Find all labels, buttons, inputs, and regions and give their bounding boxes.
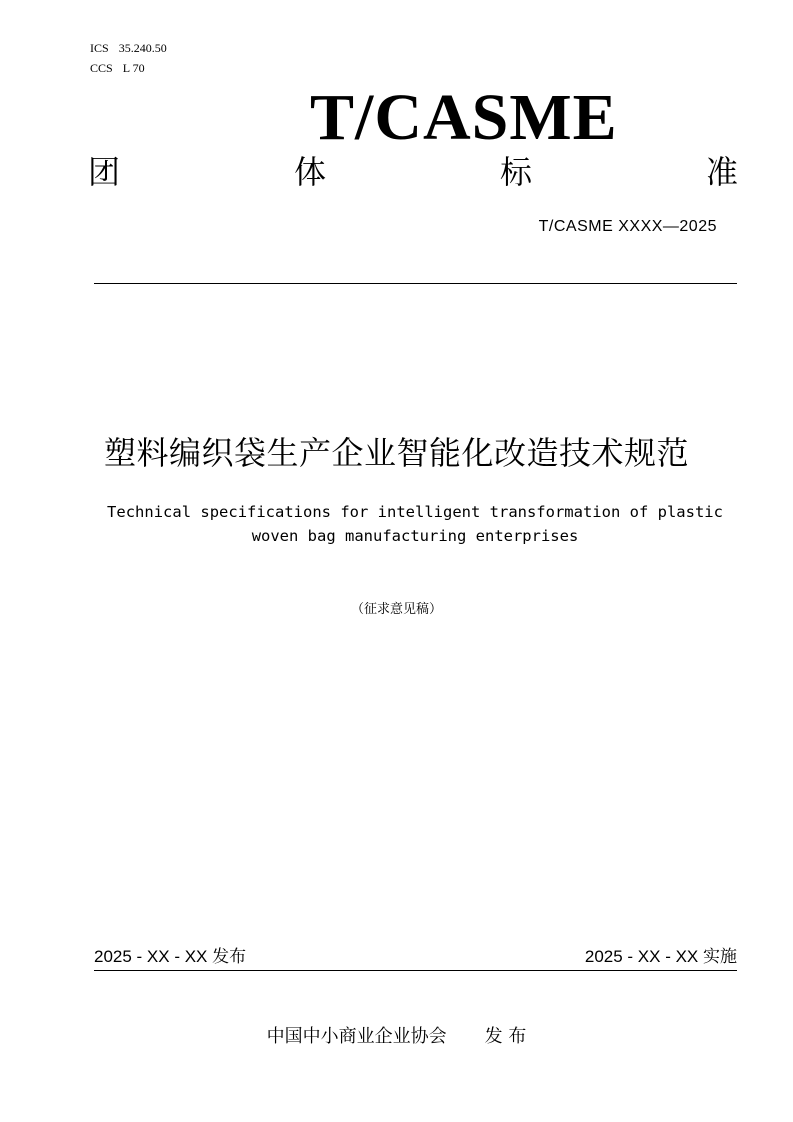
issuer-name: 中国中小商业企业协会 — [266, 1026, 447, 1047]
title-english — [80, 500, 750, 548]
issuer-action: 发 布 — [484, 1026, 527, 1047]
category-char-3: 标 — [499, 153, 532, 191]
brand-logo-text: T/CASME — [310, 81, 618, 154]
implement-date: 2025 - XX - XX 实施 — [584, 947, 737, 966]
title-english-line-2: woven bag manufacturing enterprises — [251, 527, 579, 545]
standard-category — [88, 150, 738, 194]
publish-date: 2025 - XX - XX 发布 — [94, 947, 247, 966]
standard-code: T/CASME XXXX—2025 — [538, 218, 717, 235]
category-char-4: 准 — [705, 153, 738, 191]
ccs-code: L 70 — [122, 61, 145, 75]
title-english-line-1: Technical specifications for intelligent transformation of plastic — [107, 503, 723, 521]
ics-label: ICS — [90, 41, 109, 55]
header-divider — [94, 283, 737, 284]
issuer — [0, 1024, 793, 1050]
category-char-1: 团 — [88, 153, 121, 191]
title-chinese: 塑料编织袋生产企业智能化改造技术规范 — [103, 434, 689, 472]
ccs-line — [90, 58, 155, 78]
footer-divider — [94, 970, 737, 971]
ics-code: 35.240.50 — [118, 41, 167, 55]
category-char-2: 体 — [293, 153, 326, 191]
draft-note: （征求意见稿） — [350, 602, 442, 617]
ccs-label: CCS — [90, 61, 113, 75]
ics-line — [90, 38, 177, 58]
